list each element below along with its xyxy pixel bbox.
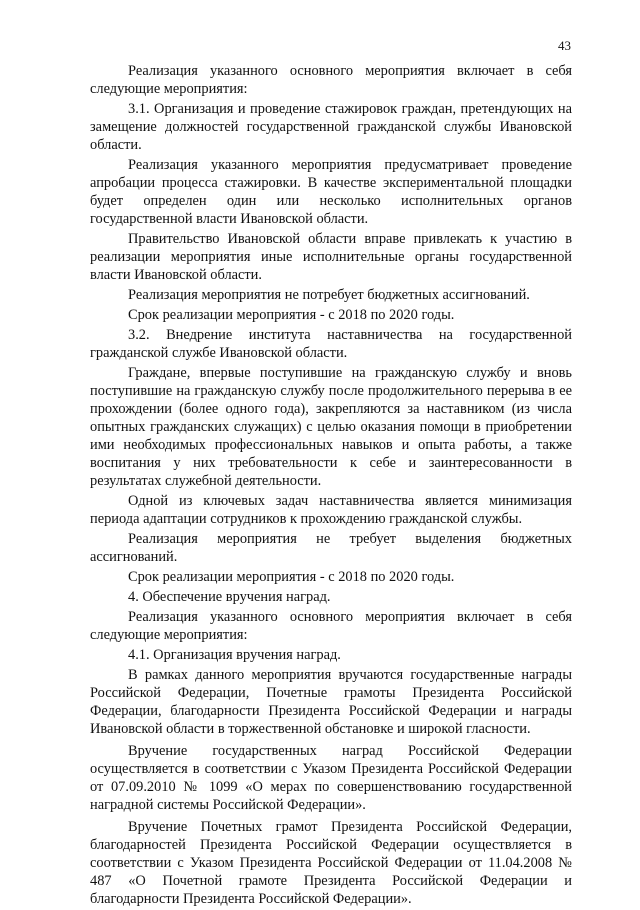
paragraph-honorary-certificates-decree: Вручение Почетных грамот Президента Российской Федерации, благодарностей Президента Российской Федерации осуществляется в соответствии с Указом Президента Российской Федерации от 11.04.2008 № 487 «О Почетной грамоте Президента Российской Федерации и благодарности Президента Российской Федерации». bbox=[90, 819, 572, 907]
paragraph-internship-approbation: Реализация указанного мероприятия предусматривает проведение апробации процесса стажировки. В качестве экспериментальной площадки будет определен один или несколько исполнительных органов государственной власти Ивановской области. bbox=[90, 157, 572, 227]
paragraph-item-4-1: 4.1. Организация вручения наград. bbox=[128, 647, 341, 663]
paragraph-intro-3: Реализация указанного основного мероприятия включает в себя следующие мероприятия: bbox=[90, 63, 572, 97]
paragraph-intro-4: Реализация указанного основного мероприятия включает в себя следующие мероприятия: bbox=[90, 609, 572, 643]
paragraph-section-4: 4. Обеспечение вручения наград. bbox=[128, 589, 331, 605]
paragraph-term-3-1: Срок реализации мероприятия - с 2018 по 2020 годы. bbox=[128, 307, 455, 323]
paragraph-item-3-2: 3.2. Внедрение института наставничества на государственной гражданской службе Ивановской области. bbox=[90, 327, 572, 361]
paragraph-state-awards-decree: Вручение государственных наград Российской Федерации осуществляется в соответствии с Указом Президента Российской Федерации от 07.09.2010 № 1099 «О мерах по совершенствованию государственной наградной системы Российской Федерации». bbox=[90, 743, 572, 813]
paragraph-mentorship-details: Граждане, впервые поступившие на гражданскую службу и вновь поступившие на гражданскую службу после продолжительного перерыва в ее прохождении (более одного года), закрепляются за наставником (из числа опытных гражданских служащих) с целью оказания помощи в приобретении ими необходимых профессиональных навыков и опыта работы, а также воспитания у них требовательности к себе и заинтересованности в результатах служебной деятельности. bbox=[90, 365, 572, 489]
paragraph-no-budget-3-2: Реализация мероприятия не требует выделения бюджетных ассигнований. bbox=[90, 531, 572, 565]
page-number: 43 bbox=[558, 38, 571, 53]
paragraph-term-3-2: Срок реализации мероприятия - с 2018 по 2020 годы. bbox=[128, 569, 455, 585]
document-body bbox=[90, 62, 572, 910]
paragraph-no-budget-3-1: Реализация мероприятия не потребует бюджетных ассигнований. bbox=[128, 287, 530, 303]
paragraph-government-participation: Правительство Ивановской области вправе привлекать к участию в реализации мероприятия иные исполнительные органы государственной власти Ивановской области. bbox=[90, 231, 572, 283]
paragraph-awards-presented: В рамках данного мероприятия вручаются государственные награды Российской Федерации, Почетные грамоты Президента Российской Федерации, благодарности Президента Российской Федерации и награды Ивановской области в торжественной обстановке и широкой гласности. bbox=[90, 667, 572, 737]
paragraph-item-3-1: 3.1. Организация и проведение стажировок граждан, претендующих на замещение должностей государственной гражданской службы Ивановской области. bbox=[90, 101, 572, 153]
paragraph-mentorship-goal: Одной из ключевых задач наставничества является минимизация периода адаптации сотрудников к прохождению гражданской службы. bbox=[90, 493, 572, 527]
